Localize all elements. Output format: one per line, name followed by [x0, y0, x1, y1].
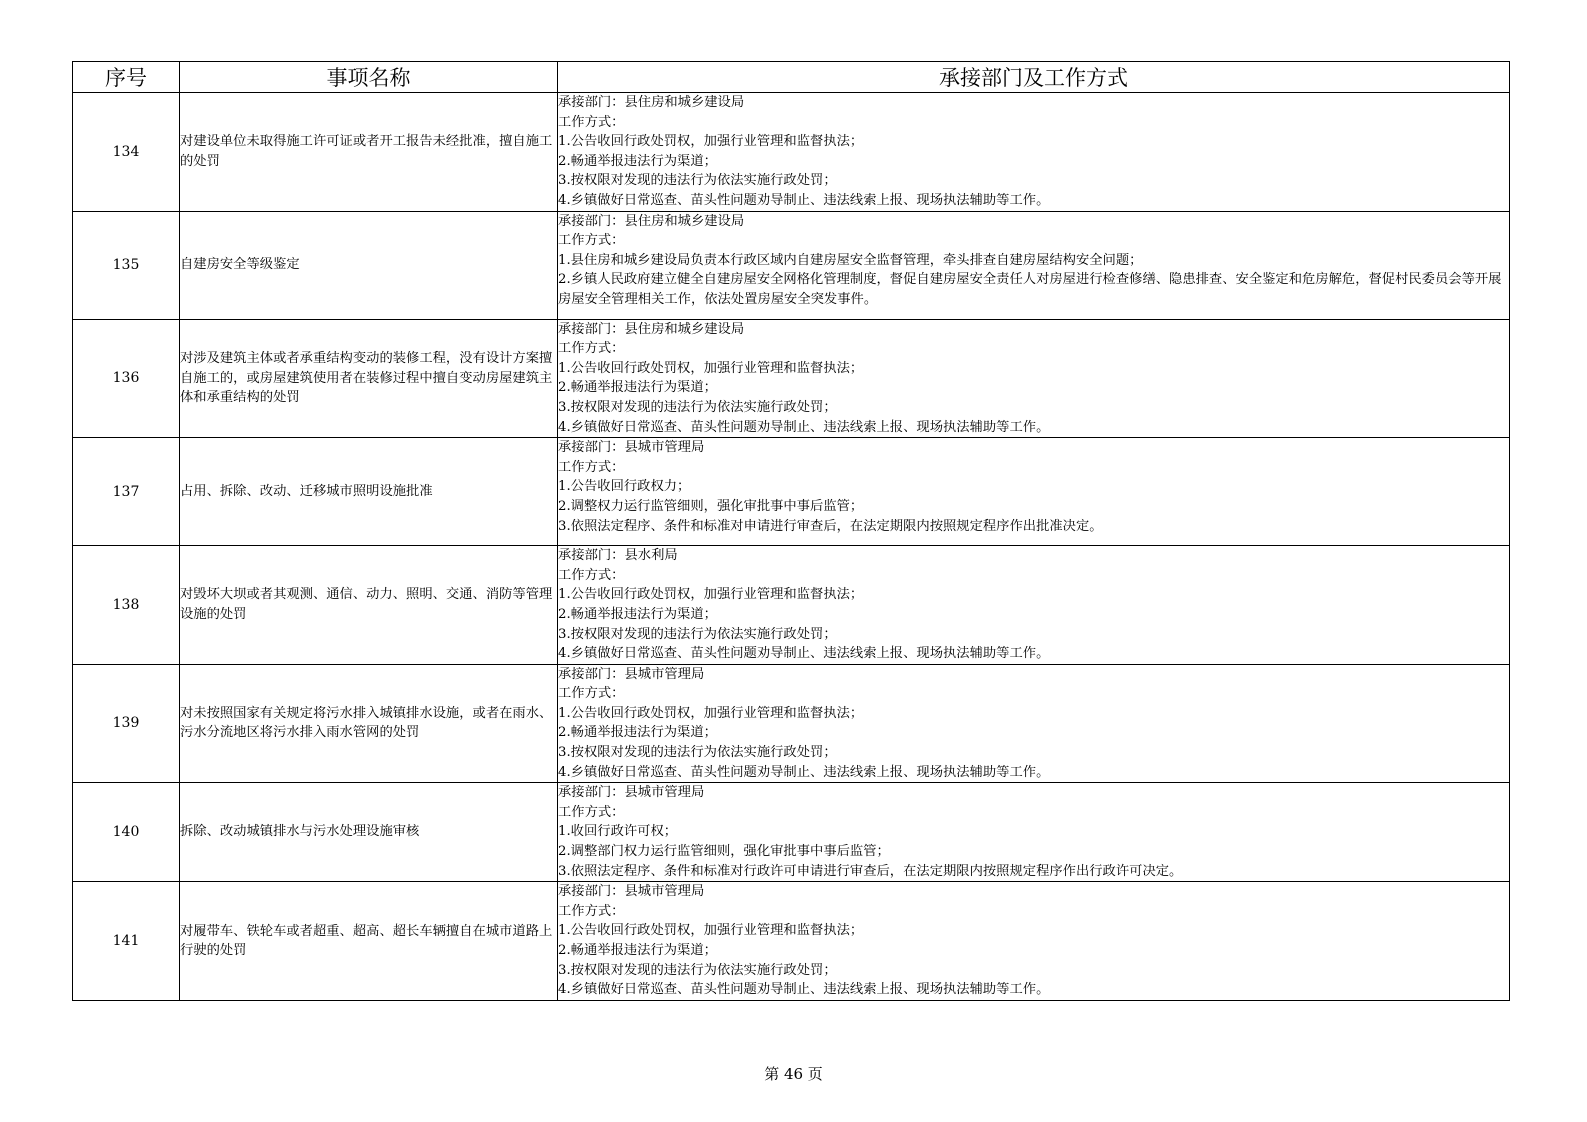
table-row	[73, 93, 1510, 212]
row-dept-method	[558, 783, 1510, 882]
dept-line: 承接部门：县住房和城乡建设局	[558, 321, 745, 337]
dept-line: 1.公告收回行政处罚权，加强行业管理和监督执法；	[558, 587, 864, 603]
dept-line: 2.畅通举报违法行为渠道；	[558, 943, 717, 958]
row-item-name: 对建设单位未取得施工许可证或者开工报告未经批准，擅自施工的处罚	[180, 93, 558, 212]
dept-line: 2.畅通举报违法行为渠道；	[558, 380, 717, 396]
dept-line: 4.乡镇做好日常巡查、苗头性问题劝导制止、违法线索上报、现场执法辅助等工作。	[558, 192, 1050, 208]
row-seq: 137	[73, 438, 180, 546]
items-table	[72, 61, 1510, 1001]
row-seq: 140	[73, 783, 180, 882]
dept-line: 承接部门：县城市管理局	[558, 884, 705, 900]
dept-line: 3.按权限对发现的违法行为依法实施行政处罚；	[558, 173, 837, 189]
dept-line: 2.调整部门权力运行监管细则，强化审批事中事后监管；	[558, 844, 890, 860]
dept-line: 1.公告收回行政处罚权，加强行业管理和监督执法；	[558, 134, 864, 150]
row-item-name: 占用、拆除、改动、迁移城市照明设施批准	[180, 438, 558, 546]
dept-line: 1.公告收回行政处罚权，加强行业管理和监督执法；	[558, 360, 864, 376]
dept-line: 1.公告收回行政权力；	[558, 479, 691, 495]
dept-line: 4.乡镇做好日常巡查、苗头性问题劝导制止、违法线索上报、现场执法辅助等工作。	[558, 982, 1050, 998]
table-row	[73, 211, 1510, 319]
dept-line: 3.依照法定程序、条件和标准对申请进行审查后，在法定期限内按照规定程序作出批准决定。	[558, 518, 1103, 534]
row-seq: 141	[73, 882, 180, 1001]
table-header-row	[73, 62, 1510, 93]
row-dept-method	[558, 664, 1510, 783]
row-seq: 134	[73, 93, 180, 212]
table-row	[73, 882, 1510, 1001]
dept-line: 工作方式：	[558, 459, 625, 475]
dept-line: 工作方式：	[558, 686, 625, 702]
dept-line: 承接部门：县城市管理局	[558, 440, 705, 456]
dept-line: 承接部门：县水利局	[558, 548, 678, 564]
row-item-name: 自建房安全等级鉴定	[180, 211, 558, 319]
page-number: 第 46 页	[764, 1065, 823, 1083]
dept-line: 工作方式：	[558, 804, 625, 820]
row-dept-method	[558, 438, 1510, 546]
dept-line: 1.公告收回行政处罚权，加强行业管理和监督执法；	[558, 923, 864, 939]
dept-line: 承接部门：县住房和城乡建设局	[558, 213, 745, 229]
dept-line: 承接部门：县城市管理局	[558, 666, 705, 682]
dept-line: 2.畅通举报违法行为渠道；	[558, 725, 717, 741]
header-item-name: 事项名称	[180, 62, 558, 93]
dept-line: 1.县住房和城乡建设局负责本行政区域内自建房屋安全监督管理，牵头排查自建房屋结构安全问题；	[558, 252, 1143, 268]
row-item-name: 对履带车、铁轮车或者超重、超高、超长车辆擅自在城市道路上行驶的处罚	[180, 882, 558, 1001]
dept-line: 承接部门：县城市管理局	[558, 785, 705, 801]
dept-line: 2.乡镇人民政府建立健全自建房屋安全网格化管理制度，督促自建房屋安全责任人对房屋进行检查修缮、隐患排查、安全鉴定和危房解危，督促村民委员会等开展房屋安全管理相关工作，依法处置房屋安全突发事件。	[558, 272, 1502, 307]
dept-line: 工作方式：	[558, 567, 625, 583]
row-item-name: 对未按照国家有关规定将污水排入城镇排水设施，或者在雨水、污水分流地区将污水排入雨水管网的处罚	[180, 664, 558, 783]
table-row	[73, 546, 1510, 665]
row-dept-method	[558, 882, 1510, 1001]
dept-line: 3.按权限对发现的违法行为依法实施行政处罚；	[558, 962, 837, 978]
dept-line: 1.公告收回行政处罚权，加强行业管理和监督执法；	[558, 705, 864, 721]
dept-line: 工作方式：	[558, 903, 625, 919]
header-dept-method: 承接部门及工作方式	[558, 62, 1510, 93]
dept-line: 工作方式：	[558, 233, 625, 249]
dept-line: 3.按权限对发现的违法行为依法实施行政处罚；	[558, 626, 837, 642]
row-item-name: 拆除、改动城镇排水与污水处理设施审核	[180, 783, 558, 882]
row-item-name: 对涉及建筑主体或者承重结构变动的装修工程，没有设计方案擅自施工的，或房屋建筑使用者在装修过程中擅自变动房屋建筑主体和承重结构的处罚	[180, 319, 558, 438]
row-dept-method	[558, 319, 1510, 438]
row-seq: 135	[73, 211, 180, 319]
dept-line: 4.乡镇做好日常巡查、苗头性问题劝导制止、违法线索上报、现场执法辅助等工作。	[558, 419, 1050, 435]
table-body	[73, 93, 1510, 1001]
dept-line: 3.依照法定程序、条件和标准对行政许可申请进行审查后，在法定期限内按照规定程序作出行政许可决定。	[558, 863, 1183, 879]
dept-line: 承接部门：县住房和城乡建设局	[558, 95, 745, 110]
dept-line: 2.调整权力运行监管细则，强化审批事中事后监管；	[558, 498, 864, 514]
dept-line: 3.按权限对发现的违法行为依法实施行政处罚；	[558, 745, 837, 761]
row-item-name: 对毁坏大坝或者其观测、通信、动力、照明、交通、消防等管理设施的处罚	[180, 546, 558, 665]
header-seq: 序号	[73, 62, 180, 93]
row-dept-method	[558, 93, 1510, 212]
dept-line: 4.乡镇做好日常巡查、苗头性问题劝导制止、违法线索上报、现场执法辅助等工作。	[558, 764, 1050, 780]
table-row	[73, 319, 1510, 438]
dept-line: 1.收回行政许可权；	[558, 824, 678, 840]
table-row	[73, 664, 1510, 783]
row-dept-method	[558, 211, 1510, 319]
table-row	[73, 438, 1510, 546]
row-seq: 136	[73, 319, 180, 438]
row-seq: 139	[73, 664, 180, 783]
dept-line: 4.乡镇做好日常巡查、苗头性问题劝导制止、违法线索上报、现场执法辅助等工作。	[558, 646, 1050, 662]
dept-line: 工作方式：	[558, 114, 625, 130]
table-row	[73, 783, 1510, 882]
dept-line: 2.畅通举报违法行为渠道；	[558, 153, 717, 169]
dept-line: 工作方式：	[558, 341, 625, 357]
dept-line: 3.按权限对发现的违法行为依法实施行政处罚；	[558, 399, 837, 415]
row-seq: 138	[73, 546, 180, 665]
row-dept-method	[558, 546, 1510, 665]
dept-line: 2.畅通举报违法行为渠道；	[558, 606, 717, 622]
